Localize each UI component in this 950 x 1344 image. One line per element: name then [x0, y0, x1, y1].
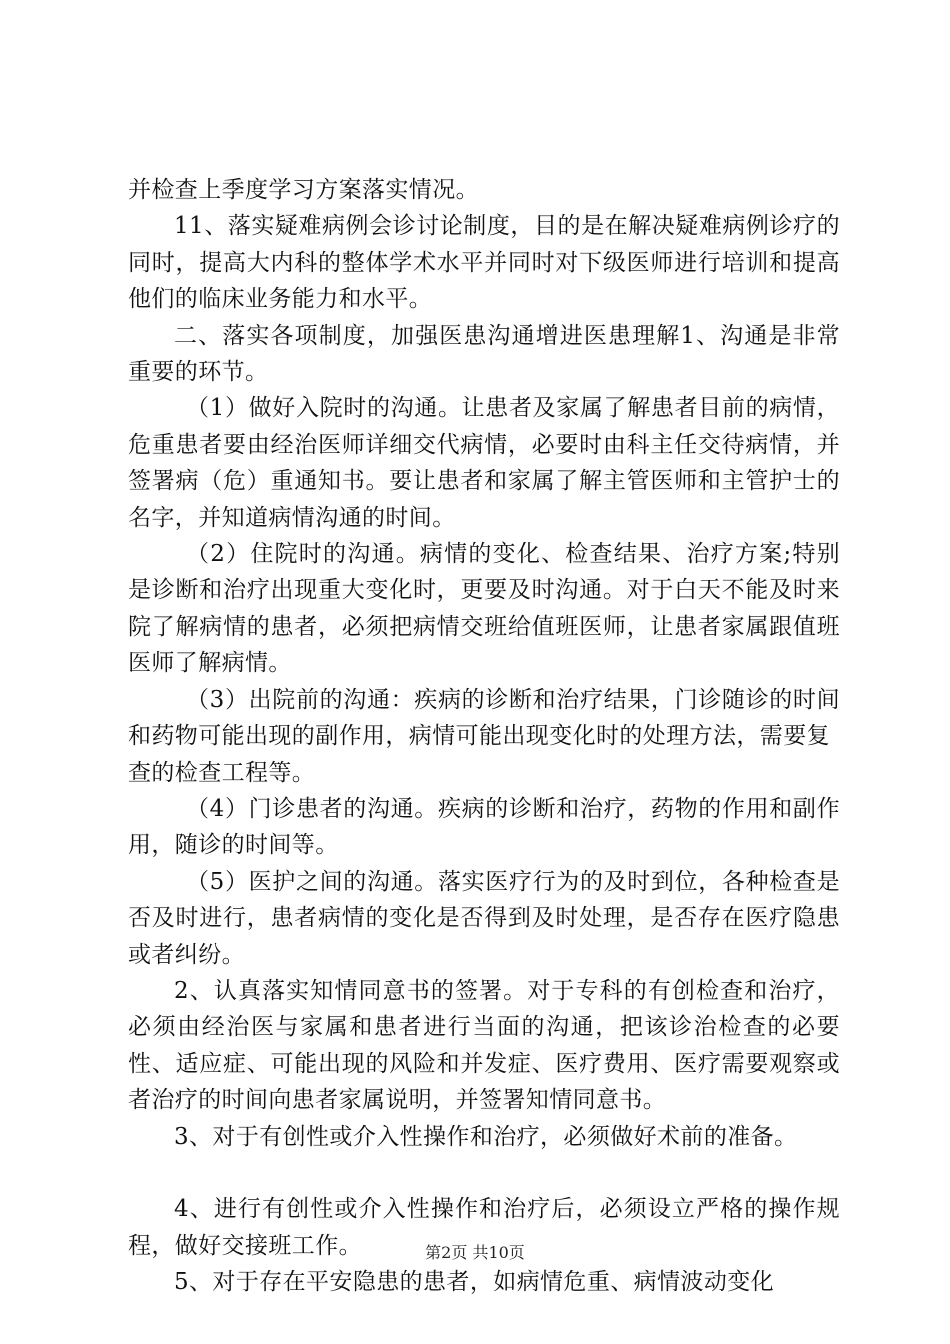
paragraph-sub-2: （2）住院时的沟通。病情的变化、检查结果、治疗方案;特别是诊断和治疗出现重大变化时，更要及时沟通。对于白天不能及时来院了解病情的患者，必须把病情交班给值班医师，让患者家属跟值班医师了解病情。: [128, 541, 840, 677]
page-footer: 第2页 共10页: [425, 1243, 525, 1262]
paragraph-continuation: 并检查上季度学习方案落实情况。: [128, 177, 479, 203]
blank-line: [128, 1155, 840, 1191]
document-body: [128, 172, 840, 1301]
paragraph-sub-5: （5）医护之间的沟通。落实医疗行为的及时到位，各种检查是否及时进行，患者病情的变化是否得到及时处理，是否存在医疗隐患或者纠纷。: [128, 868, 840, 968]
paragraph-item-2: 2、认真落实知情同意书的签署。对于专科的有创检查和治疗，必须由经治医与家属和患者进行当面的沟通，把该诊治检查的必要性、适应症、可能出现的风险和并发症、医疗费用、医疗需要观察或者治疗的时间向患者家属说明，并签署知情同意书。: [128, 977, 840, 1114]
paragraph-sub-3: （3）出院前的沟通：疾病的诊断和治疗结果，门诊随诊的时间和药物可能出现的副作用，病情可能出现变化时的处理方法，需要复: [128, 686, 840, 750]
paragraph-item-3: 3、对于有创性或介入性操作和治疗，必须做好术前的准备。: [174, 1123, 798, 1150]
paragraph-item-11: 11、落实疑难病例会诊讨论制度，目的是在解决疑难病例诊疗的同时，提高大内科的整体学术水平并同时对下级医师进行培训和提高他们的临床业务能力和水平。: [128, 213, 840, 313]
paragraph-item-4: 4、进行有创性或介入性操作和治疗后，必须设立严格的操作规程，做好交接班工作。: [128, 1196, 840, 1259]
section-heading-2: 二、落实各项制度，加强医患沟通增进医患理解1、沟通是非常重要的环节。: [128, 322, 840, 386]
paragraph-sub-3-continuation: 查的检查工程等。: [128, 759, 316, 786]
paragraph-sub-4: （4）门诊患者的沟通。疾病的诊断和治疗，药物的作用和副作用，随诊的时间等。: [128, 795, 840, 859]
paragraph-item-5: 5、对于存在平安隐患的患者，如病情危重、病情波动变化: [174, 1269, 775, 1296]
paragraph-sub-1: （1）做好入院时的沟通。让患者及家属了解患者目前的病情，危重患者要由经治医师详细交代病情，必要时由科主任交待病情，并签署病（危）重通知书。要让患者和家属了解主管医师和主管护士的名字，并知道病情沟通的时间。: [128, 395, 840, 531]
